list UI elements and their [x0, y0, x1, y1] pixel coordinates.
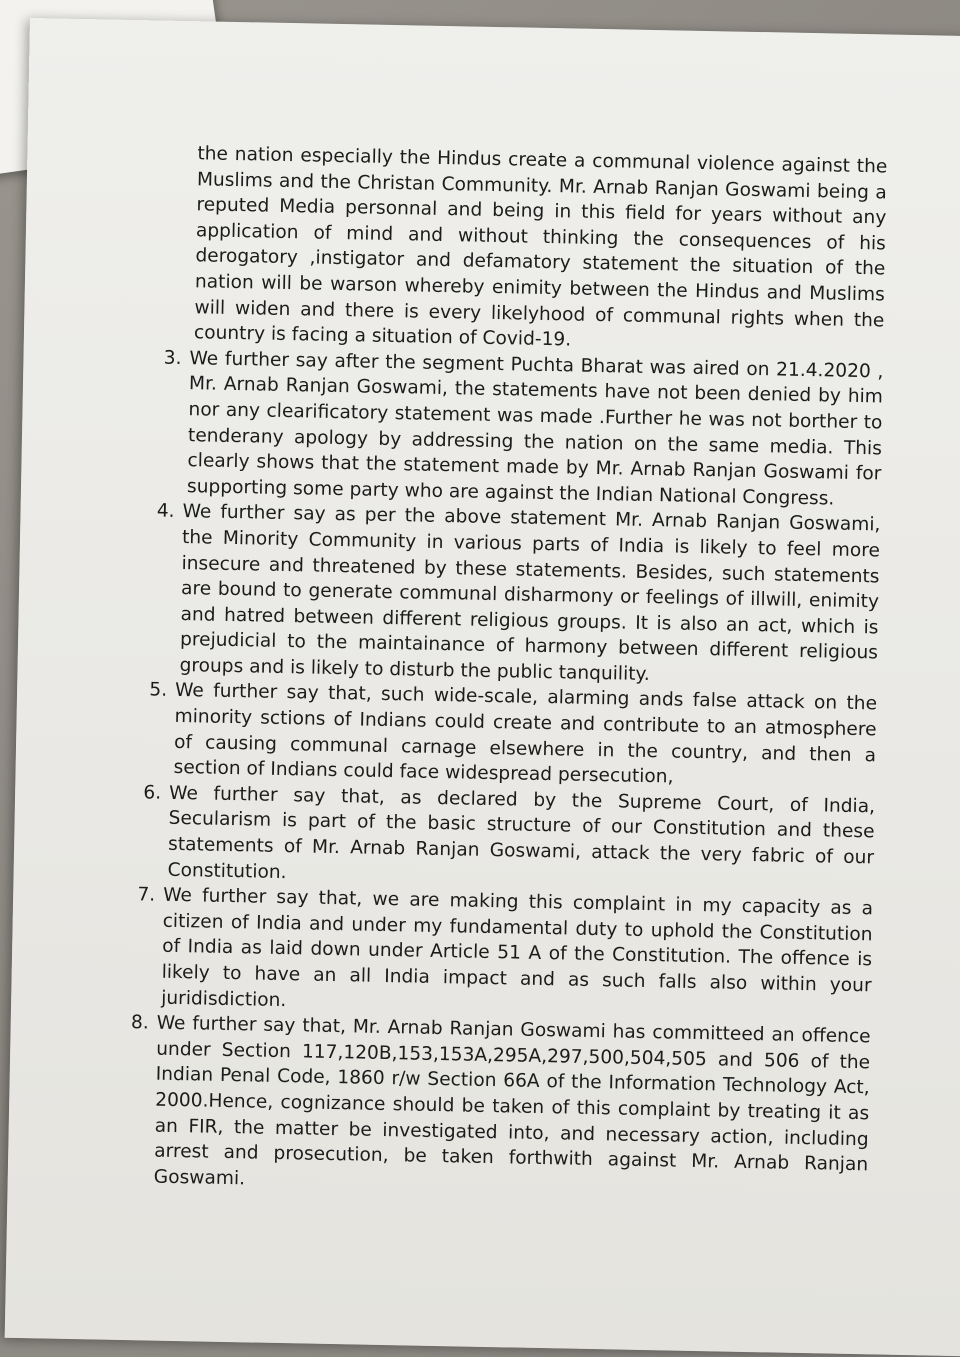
- item-text: We further say as per the above statement Mr. Arnab Ranjan Goswami, the Minority Community in various parts of India is likely to feel more insecure and threatened by these statements. Besides, such statements are bound to generate communal disharmony or feelings of illwill, enimity and hatred between different religious groups. It is also an act, which is prejudicial to the maintainance of harmony between different religious groups and is likely to disturb the public tanquility.: [179, 501, 881, 685]
- item-number: 5.: [149, 679, 168, 702]
- list-item: [163, 346, 884, 513]
- item-number: 3.: [163, 347, 182, 369]
- document-body: [130, 141, 888, 1203]
- item-text: We further say that, we are making this complaint in my capacity as a citizen of India and under my fundamental duty to uphold the Constitution of India as laid down under Article 51 A of the Constitution. The offence is likely to have an all India impact and as such falls also within your juridisdiction.: [161, 884, 874, 1011]
- intro-paragraph: the nation especially the Hindus create a communal violence against the Muslims and the Christan Community. Mr. Arnab Ranjan Goswami being a reputed Media personnal and being in this field for years without any application of mind and without thinking the consequences of his derogatory ,instigator and defamatory statement the situation of the nation will be warson whereby enimity between the Hindus and Muslims will widen and there is every likelyhood of communal rights when the country is facing a situation of Covid-19.: [193, 143, 888, 351]
- item-text: We further say that, as declared by the Supreme Court, of India, Secularism is part of the basic structure of our Constitution and these statements of Mr. Arnab Ranjan Goswami, attack the very fabric of our Constitution.: [167, 782, 876, 883]
- item-number: 6.: [143, 782, 162, 804]
- item-text: We further say that, such wide-scale, alarming ands false attack on the minority sctions of Indians could create and contribute to an atmosphere of causing communal carnage elsewhere in the country, and then a section of Indians could face widespread persecution,: [173, 680, 878, 788]
- item-number: 4.: [156, 500, 175, 523]
- list-item: [143, 781, 876, 897]
- item-number: 8.: [130, 1012, 149, 1034]
- list-item: [156, 499, 881, 692]
- item-number: 7.: [137, 884, 156, 906]
- item-text: We further say after the segment Puchta Bharat was aired on 21.4.2020 , Mr. Arnab Ranjan Goswami, the statements have not been denied by him nor any clearificatory statement was made .Further he was not borther to tenderany apology by addressing the nation on the same media. This clearly shows that the statement made by Mr. Arnab Ranjan Goswami for supporting some party who are against the Indian National Congress.: [186, 347, 884, 510]
- document-page: [5, 18, 960, 1357]
- item-text: We further say that, Mr. Arnab Ranjan Goswami has committeed an offence under Section 117,120B,153,153A,295A,297,500,504,505 and 506 of the Indian Penal Code, 1860 r/w Section 66A of the Information Technology Act, 2000.Hence, cognizance should be taken of this complaint by treating it as an FIR, the matter be investigated into, and necessary action, including arrest and prosecution, be taken forthwith against Mr. Arnab Ranjan Goswami.: [153, 1012, 871, 1190]
- list-item: [130, 1011, 871, 1204]
- list-item: [137, 883, 874, 1025]
- list-item: [149, 678, 878, 794]
